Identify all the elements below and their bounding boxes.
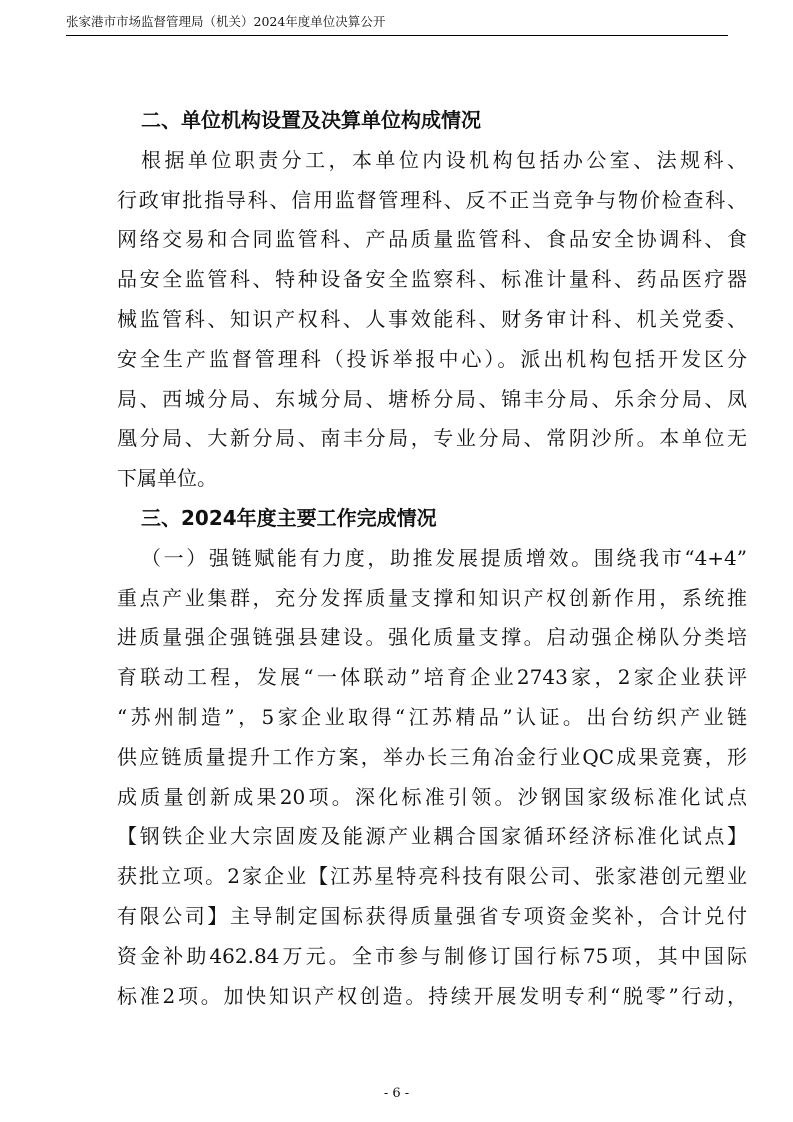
paragraph-line: 资金补助462.84万元。全市参与制修订国行标75项，其中国际 [117,943,747,968]
paragraph-line: 育联动工程，发展“一体联动”培育企业2743家，2家企业获评 [117,665,747,690]
section-heading: 二、单位机构设置及决算单位构成情况 [141,108,481,132]
paragraph-line: 局、西城分局、东城分局、塘桥分局、锦丰分局、乐余分局、凤 [117,386,747,411]
paragraph-line: 网络交易和合同监管科、产品质量监管科、食品安全协调科、食 [117,227,747,252]
paragraph-line: 安全生产监督管理科（投诉举报中心）。派出机构包括开发区分 [117,346,747,371]
paragraph-line: 凰分局、大新分局、南丰分局，专业分局、常阴沙所。本单位无 [117,426,747,451]
paragraph-line: 有限公司】主导制定国标获得质量强省专项资金奖补，合计兑付 [117,903,747,928]
paragraph-line: 成质量创新成果20项。深化标准引领。沙钢国家级标准化试点 [117,784,747,809]
document-body [117,101,747,1016]
paragraph-line: （一）强链赋能有力度，助推发展提质增效。围绕我市“4+4” [141,545,747,570]
paragraph-line: 品安全监管科、特种设备安全监察科、标准计量科、药品医疗器 [117,267,747,292]
document-title: 张家港市市场监督管理局（机关）2024年度单位决算公开 [66,14,386,29]
paragraph-line: “苏州制造”，5家企业取得“江苏精品”认证。出台纺织产业链 [117,704,747,729]
paragraph-line: 下属单位。 [117,466,217,491]
paragraph-line: 【钢铁企业大宗固废及能源产业耦合国家循环经济标准化试点】 [117,824,747,849]
paragraph-line: 供应链质量提升工作方案，举办长三角冶金行业QC成果竞赛，形 [117,744,747,769]
section-heading: 三、2024年度主要工作完成情况 [141,505,437,530]
paragraph-line: 重点产业集群，充分发挥质量支撑和知识产权创新作用，系统推 [117,585,747,610]
paragraph-line: 标准2项。加快知识产权创造。持续开展发明专利“脱零”行动， [117,983,747,1008]
paragraph-line: 获批立项。2家企业【江苏星特亮科技有限公司、张家港创元塑业 [117,864,747,889]
page-number: - 6 - [383,1086,410,1101]
paragraph-line: 根据单位职责分工，本单位内设机构包括办公室、法规科、 [141,147,747,172]
paragraph-line: 行政审批指导科、信用监督管理科、反不正当竞争与物价检查科、 [117,187,747,212]
paragraph-line: 进质量强企强链强县建设。强化质量支撑。启动强企梯队分类培 [117,625,747,650]
paragraph-line: 械监管科、知识产权科、人事效能科、财务审计科、机关党委、 [117,306,747,331]
page-header [66,11,728,36]
